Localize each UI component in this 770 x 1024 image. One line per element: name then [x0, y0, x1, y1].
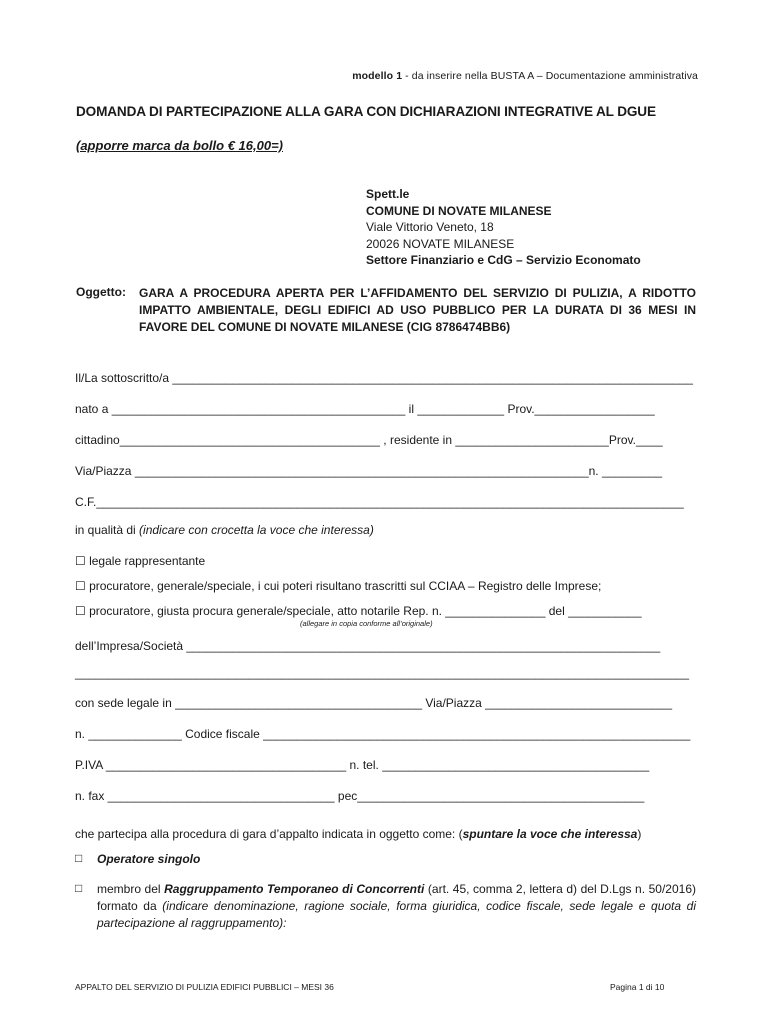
field-company[interactable]: dell’Impresa/Società _______________________________________________________________________	[75, 639, 661, 653]
document-title: DOMANDA DI PARTECIPAZIONE ALLA GARA CON DICHIARAZIONI INTEGRATIVE AL DGUE	[76, 104, 656, 119]
footer-page-number: Pagina 1 di 10	[610, 982, 665, 992]
field-company-continued[interactable]: ____________________________________________________________________________________________	[75, 666, 689, 680]
option-rti-prefix: membro del	[97, 882, 165, 896]
participation-intro-instruction: spuntare la voce che interessa	[462, 827, 638, 841]
role-instruction-note: (indicare con crocetta la voce che interessa)	[139, 523, 374, 537]
recipient-department: Settore Finanziario e CdG – Servizio Economato	[366, 253, 641, 267]
recipient-salutation: Spett.le	[366, 187, 410, 201]
field-vat-phone[interactable]: P.IVA ____________________________________ n. tel. ________________________________________	[75, 758, 650, 772]
option-rti-name: Raggruppamento Temporaneo di Concorrenti	[164, 882, 425, 896]
field-fax-pec[interactable]: n. fax __________________________________ pec___________________________________________	[75, 789, 645, 803]
recipient-name: COMUNE DI NOVATE MILANESE	[366, 203, 552, 218]
role-instruction	[75, 523, 374, 537]
stamp-duty-note: (apporre marca da bollo € 16,00=)	[76, 138, 283, 153]
footer-title: APPALTO DEL SERVIZIO DI PULIZIA EDIFICI PUBBLICI – MESI 36	[75, 982, 334, 992]
field-registered-office[interactable]: con sede legale in _____________________________________ Via/Piazza ____________________________	[75, 696, 673, 710]
subject-label: Oggetto:	[76, 285, 126, 299]
document-model-header	[352, 70, 698, 82]
model-description: - da inserire nella BUSTA A – Documentazione amministrativa	[402, 70, 698, 82]
participation-intro	[75, 827, 641, 841]
field-tax-code[interactable]: C.F.________________________________________________________________________________________	[75, 495, 684, 509]
field-birth[interactable]: nato a ____________________________________________ il _____________ Prov.__________________	[75, 402, 655, 416]
field-number-fiscal-code[interactable]: n. ______________ Codice fiscale ________________________________________________________________	[75, 727, 691, 741]
option-single-operator: Operatore singolo	[97, 852, 201, 866]
option-rti	[97, 881, 696, 932]
recipient-block	[366, 186, 641, 269]
notary-attachment-note: (allegare in copia conforme all’originale)	[300, 619, 433, 628]
role-option-legal-rep[interactable]: ☐ legale rappresentante	[75, 554, 206, 568]
participation-intro-prefix: che partecipa alla procedura di gara d’appalto indicata in oggetto come: (	[75, 827, 463, 841]
checkbox-single-operator[interactable]: □	[75, 851, 83, 865]
recipient-street: Viale Vittorio Veneto, 18	[366, 220, 494, 234]
option-rti-law: (art. 45, comma 2, lettera d) del D.Lgs n. 50/2016) formato da	[97, 882, 696, 913]
role-option-attorney-ccia[interactable]: ☐ procuratore, generale/speciale, i cui poteri risultano trascritti sul CCIAA – Registro delle Imprese;	[75, 579, 602, 593]
field-sottoscritto[interactable]: Il/La sottoscritto/a ______________________________________________________________________________	[75, 371, 693, 385]
recipient-city: 20026 NOVATE MILANESE	[366, 236, 515, 251]
option-rti-instruction: (indicare denominazione, ragione sociale, forma giuridica, codice fiscale, sede legale e quota di partecipazione al raggruppamento):	[97, 899, 697, 930]
role-option-attorney-notary[interactable]: ☐ procuratore, giusta procura generale/speciale, atto notarile Rep. n. _______________ del ___________	[75, 604, 642, 618]
model-label: modello 1	[352, 70, 403, 82]
subject-text: GARA A PROCEDURA APERTA PER L’AFFIDAMENTO DEL SERVIZIO DI PULIZIA, A RIDOTTO IMPATTO AMBIENTALE, DEGLI EDIFICI AD USO PUBBLICO PER LA DURATA DI 36 MESI IN FAVORE DEL COMUNE DI NOVATE MILANESE (CIG 8786474BB6)	[139, 286, 696, 334]
role-instruction-prefix: in qualità di	[75, 523, 140, 537]
field-citizenship[interactable]: cittadino_______________________________________ , residente in _______________________Prov.____	[75, 433, 663, 447]
checkbox-rti[interactable]: □	[75, 881, 83, 895]
field-address[interactable]: Via/Piazza ____________________________________________________________________n. _________	[75, 464, 663, 478]
participation-intro-suffix: )	[637, 827, 642, 841]
